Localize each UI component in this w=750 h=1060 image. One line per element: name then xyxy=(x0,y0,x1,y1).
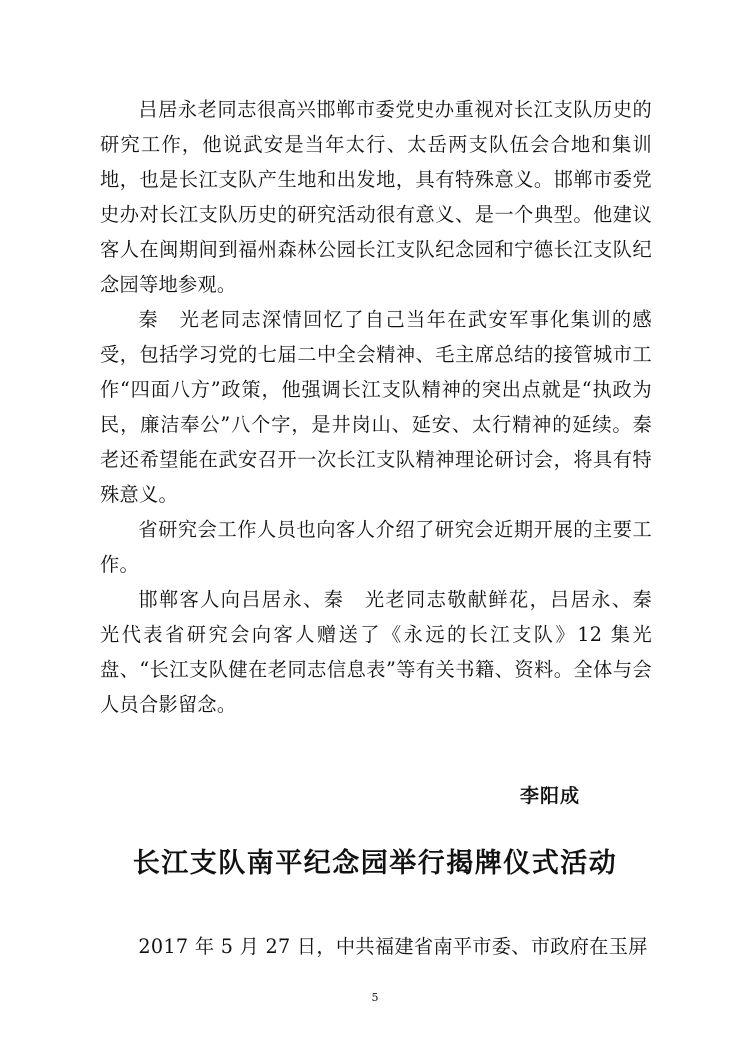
author-signature: 李阳成 xyxy=(520,785,581,807)
article-title: 长江支队南平纪念园举行揭牌仪式活动 xyxy=(132,848,618,879)
paragraph-gift-exchange: 邯郸客人向吕居永、秦 光老同志敬献鲜花，吕居永、秦 光代表省研究会向客人赠送了《永远的长江支队》12 集光盘、“长江支队健在老同志信息表”等有关书籍、资料。全体与会人员合影留念。 xyxy=(100,588,672,716)
paragraph-qin-guang-remarks: 秦 光老同志深情回忆了自己当年在武安军事化集训的感受，包括学习党的七届二中全会精神、毛主席总结的接管城市工作“四面八方”政策，他强调长江支队精神的突出点就是“执政为民，廉洁奉公”八个字，是井岗山、延安、太行精神的延续。秦老还希望能在武安召开一次长江支队精神理论研讨会，将具有特殊意义。 xyxy=(100,308,652,506)
paragraph-research-society-work: 省研究会工作人员也向客人介绍了研究会近期开展的主要工作。 xyxy=(100,518,652,576)
article-body xyxy=(100,92,672,722)
page-number: 5 xyxy=(371,991,379,1004)
paragraph-lu-juyong-remarks: 吕居永老同志很高兴邯郸市委党史办重视对长江支队历史的研究工作，他说武安是当年太行、太岳两支队伍会合地和集训地，也是长江支队产生地和出发地，具有特殊意义。邯郸市委党史办对长江支队历史的研究活动很有意义、是一个典型。他建议客人在闽期间到福州森林公园长江支队纪念园和宁德长江支队纪念园等地参观。 xyxy=(100,98,652,296)
next-article-first-line: 2017 年 5 月 27 日，中共福建省南平市委、市政府在玉屏 xyxy=(138,935,648,958)
